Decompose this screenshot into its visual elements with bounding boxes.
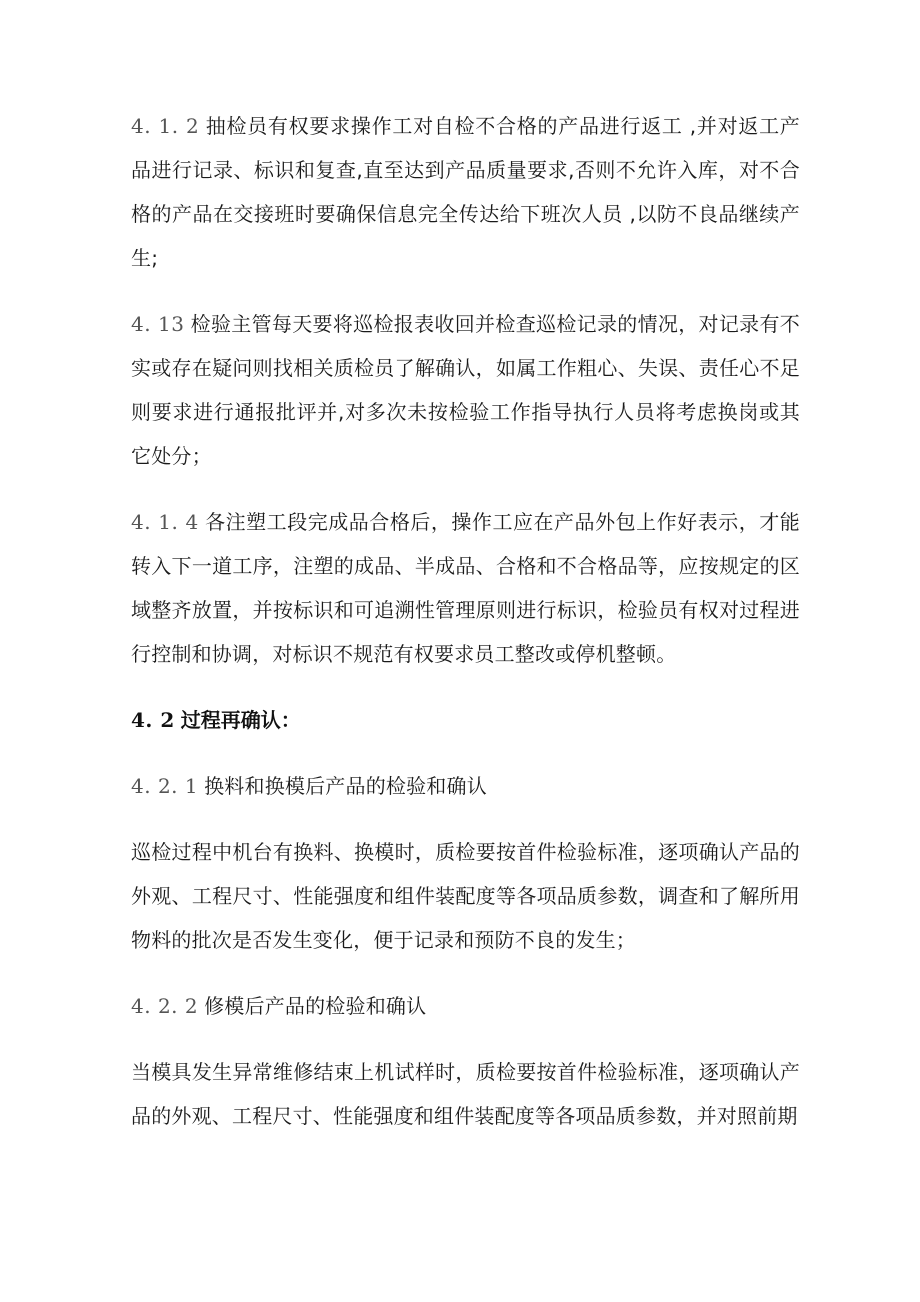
section-number: 4. 2 (131, 708, 175, 732)
clause-number: 4. 1. 4 (131, 510, 199, 534)
clause-number: 4. 2. 1 (131, 774, 199, 798)
section-title: 过程再确认： (180, 708, 301, 732)
clause-number: 4. 2. 2 (131, 994, 199, 1018)
paragraph-text: 各注塑工段完成品合格后，操作工应在产品外包上作好表示，才能转入下一道工序，注塑的成品、半成品、合格和不合格品等，应按规定的区域整齐放置，并按标识和可追溯性管理原则进行标识，检验员有权对过程进行控制和协调，对标识不规范有权要求员工整改或停机整顿。 (131, 510, 800, 666)
paragraph-4-1-4 (131, 500, 800, 676)
subsection-title: 换料和换模后产品的检验和确认 (204, 774, 487, 798)
section-heading-4-2 (131, 698, 800, 742)
clause-number: 4. 13 (131, 312, 185, 336)
subsection-heading-4-2-2 (131, 984, 800, 1028)
paragraph-text: 检验主管每天要将巡检报表收回并检查巡检记录的情况，对记录有不实或存在疑问则找相关质检员了解确认，如属工作粗心、失误、责任心不足则要求进行通报批评并,对多次未按检验工作指导执行人员将考虑换岗或其它处分； (131, 312, 801, 468)
subsection-title: 修模后产品的检验和确认 (204, 994, 427, 1018)
paragraph-text: 抽检员有权要求操作工对自检不合格的产品进行返工 ,并对返工产品进行记录、标识和复查,直至达到产品质量要求,否则不允许入库，对不合格的产品在交接班时要确保信息完全传达给下班次人员 ,以防不良品继续产生; (131, 114, 801, 270)
paragraph-4-2-1-body (131, 830, 800, 962)
subsection-heading-4-2-1 (131, 764, 800, 808)
paragraph-4-1-3 (131, 302, 800, 478)
clause-number: 4. 1. 2 (131, 114, 200, 138)
paragraph-4-1-2 (131, 104, 800, 280)
paragraph-4-2-2-body (131, 1050, 800, 1138)
paragraph-text: 巡检过程中机台有换料、换模时，质检要按首件检验标准，逐项确认产品的外观、工程尺寸、性能强度和组件装配度等各项品质参数，调查和了解所用物料的批次是否发生变化，便于记录和预防不良的发生； (131, 840, 800, 952)
paragraph-text: 当模具发生异常维修结束上机试样时，质检要按首件检验标准，逐项确认产品的外观、工程尺寸、性能强度和组件装配度等各项品质参数，并对照前期 (131, 1060, 800, 1128)
